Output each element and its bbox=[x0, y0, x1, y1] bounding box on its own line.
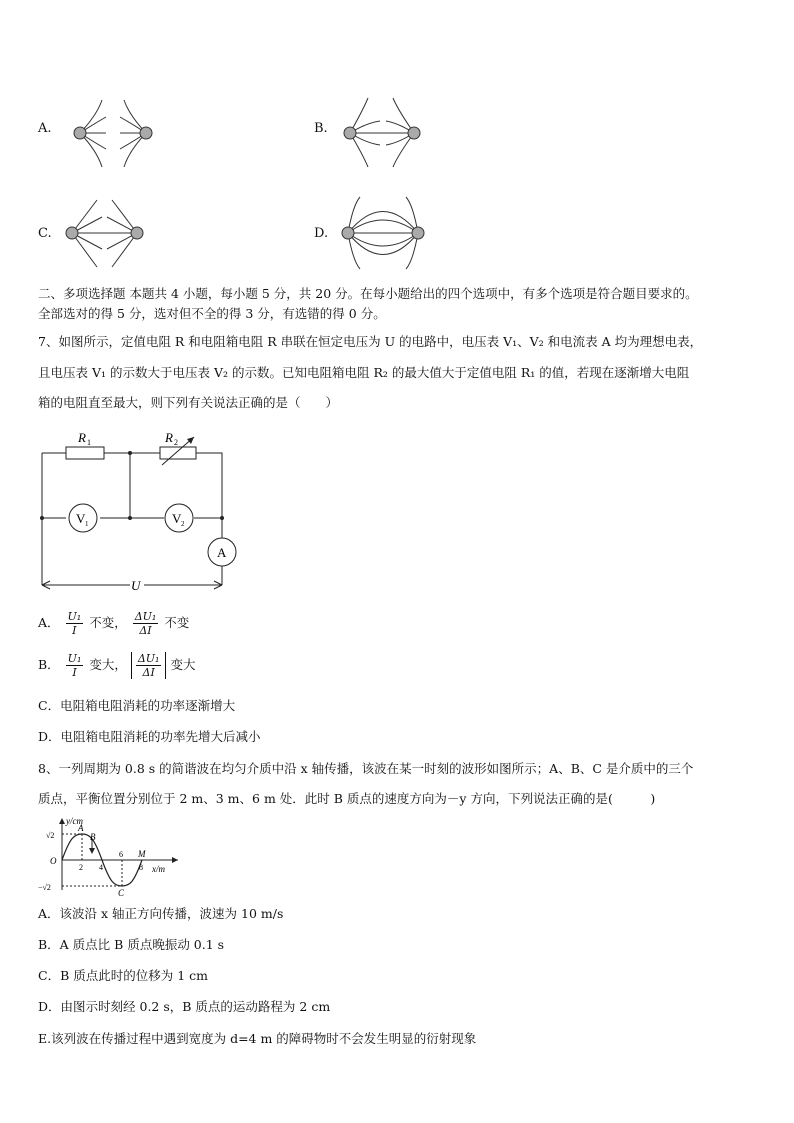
q7-stem-line1: 7、如图所示，定值电阻 R 和电阻箱电阻 R 串联在恒定电压为 U 的电路中，电压表 V₁、V₂ 和电流表 A 均为理想电表， bbox=[38, 334, 703, 349]
q6-option-c-label: C. bbox=[38, 226, 52, 241]
y-axis-label: y/cm bbox=[66, 816, 83, 826]
q6-option-a-label: A. bbox=[38, 121, 52, 136]
x-tick-4: 4 bbox=[99, 863, 103, 872]
x-axis-label: x/m bbox=[152, 864, 165, 874]
r1-subscript: 1 bbox=[87, 438, 91, 447]
v1-subscript: 1 bbox=[85, 520, 89, 528]
q7-circuit-diagram bbox=[30, 425, 250, 600]
section2-line1: 二、多项选择题 本题共 4 小题，每小题 5 分，共 20 分。在每小题给出的四个选项中，有多个选项是符合题目要求的。 bbox=[38, 286, 698, 301]
q8-option-a: A．该波沿 x 轴正方向传播，波速为 10 m/s bbox=[38, 906, 284, 921]
y-tick-negative: −√2 bbox=[38, 883, 51, 892]
ammeter-label: A bbox=[217, 545, 227, 560]
q6-option-b-label: B. bbox=[314, 121, 328, 136]
point-a-label: A bbox=[78, 823, 84, 833]
q8-stem-line2: 质点，平衡位置分别位于 2 m、3 m、6 m 处．此时 B 质点的速度方向为－y 方向，下列说法正确的是( ) bbox=[38, 791, 656, 806]
q6-option-b-diagram bbox=[338, 95, 438, 170]
q7-option-b-text1: 变大， bbox=[89, 657, 127, 672]
r2-label: R bbox=[165, 430, 173, 445]
v2-label: V bbox=[172, 511, 182, 526]
r2-resistor-box bbox=[160, 447, 196, 459]
q6-option-d-diagram bbox=[338, 195, 438, 270]
q7-option-d: D．电阻箱电阻消耗的功率先增大后减小 bbox=[38, 729, 261, 744]
q7-option-a-frac2-num: ΔU₁ bbox=[134, 610, 157, 623]
point-m-label: M bbox=[138, 849, 146, 859]
q7-option-a-text1: 不变， bbox=[89, 615, 127, 630]
x-tick-6: 6 bbox=[119, 850, 123, 859]
q7-option-a-frac1 bbox=[66, 610, 84, 637]
r2-subscript: 2 bbox=[174, 438, 178, 447]
q7-option-b bbox=[38, 652, 195, 679]
q7-option-b-frac2-num: ΔU₁ bbox=[137, 652, 160, 665]
x-tick-8: 8 bbox=[139, 863, 143, 872]
q7-option-c: C．电阻箱电阻消耗的功率逐渐增大 bbox=[38, 698, 236, 713]
q7-option-b-frac1 bbox=[66, 652, 84, 679]
voltage-label: U bbox=[131, 578, 141, 593]
origin-label: O bbox=[50, 856, 57, 866]
q7-option-b-text2: 变大 bbox=[170, 657, 196, 672]
q7-option-a-text2: 不变 bbox=[164, 615, 190, 630]
q7-option-a bbox=[38, 610, 189, 637]
q7-option-a-label: A． bbox=[38, 615, 60, 630]
q6-option-a-diagram bbox=[62, 95, 162, 170]
q7-option-b-label: B． bbox=[38, 657, 60, 672]
x-tick-2: 2 bbox=[79, 863, 83, 872]
q7-option-a-frac2 bbox=[133, 610, 159, 637]
q8-wave-graph bbox=[30, 812, 190, 897]
q7-option-a-frac2-den: ΔI bbox=[139, 624, 152, 637]
section2-line2: 全部选对的得 5 分，选对但不全的得 3 分，有选错的得 0 分。 bbox=[38, 306, 386, 321]
q8-option-c: C．B 质点此时的位移为 1 cm bbox=[38, 968, 208, 983]
q7-option-b-frac2-den: ΔI bbox=[142, 666, 155, 679]
q8-stem-line1: 8、一列周期为 0.8 s 的简谐波在均匀介质中沿 x 轴传播，该波在某一时刻的波形如图所示；A、B、C 是介质中的三个 bbox=[38, 761, 694, 776]
r1-label: R bbox=[78, 430, 86, 445]
r1-resistor bbox=[66, 447, 104, 459]
q7-option-b-frac1-den: I bbox=[72, 666, 77, 679]
q8-option-d: D．由图示时刻经 0.2 s，B 质点的运动路程为 2 cm bbox=[38, 999, 331, 1014]
q6-option-d-label: D. bbox=[314, 226, 329, 241]
q7-option-b-frac2 bbox=[136, 652, 162, 679]
q6-option-c-diagram bbox=[62, 195, 162, 270]
v2-subscript: 2 bbox=[181, 520, 185, 528]
q7-stem-line3: 箱的电阻直至最大，则下列有关说法正确的是（ ） bbox=[38, 395, 339, 410]
q7-option-b-frac1-num: U₁ bbox=[67, 652, 82, 665]
q7-option-a-frac1-den: I bbox=[72, 624, 77, 637]
q7-option-a-frac1-num: U₁ bbox=[67, 610, 82, 623]
y-tick-positive: √2 bbox=[46, 831, 55, 840]
q8-option-b: B．A 质点比 B 质点晚振动 0.1 s bbox=[38, 937, 225, 952]
v1-label: V bbox=[76, 511, 86, 526]
q7-stem-line2: 且电压表 V₁ 的示数大于电压表 V₂ 的示数。已知电阻箱电阻 R₂ 的最大值大于定值电阻 R₁ 的值，若现在逐渐增大电阻 bbox=[38, 365, 690, 380]
q7-option-b-abs bbox=[131, 652, 167, 679]
point-c-label: C bbox=[118, 888, 125, 897]
q8-option-e: E.该列波在传播过程中遇到宽度为 d=4 m 的障碍物时不会发生明显的衍射现象 bbox=[38, 1031, 477, 1046]
point-b-label: B bbox=[90, 832, 96, 842]
